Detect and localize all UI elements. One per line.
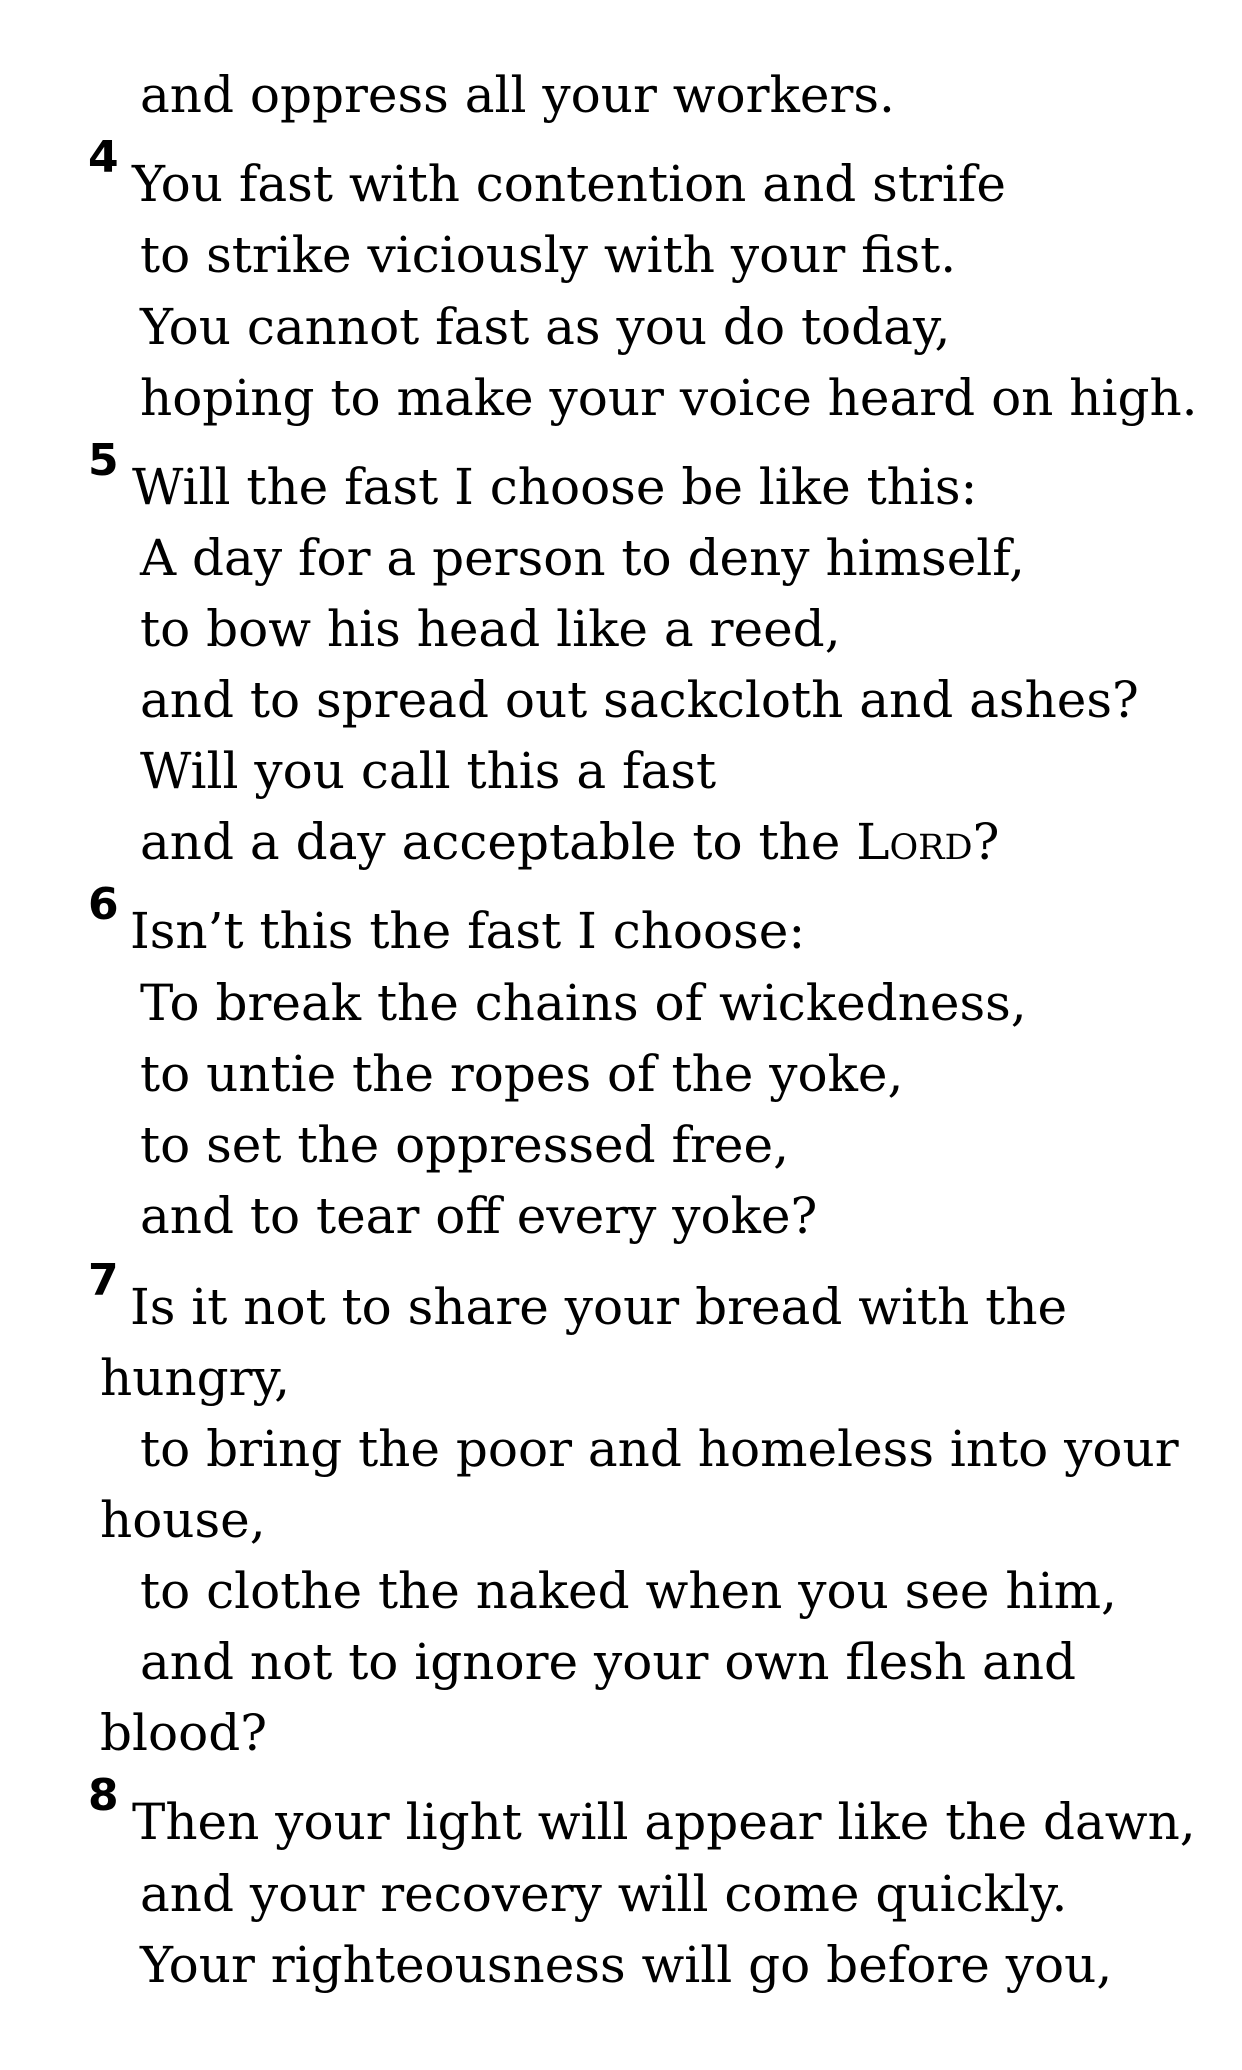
poetry-line (140, 225, 956, 285)
line-text: A day for a person to deny himself, (140, 529, 1025, 587)
poetry-line (140, 973, 1027, 1033)
verse-number: 5 (88, 435, 119, 486)
poetry-line (140, 599, 841, 659)
poetry-line (140, 1419, 1179, 1479)
line-text: and a day acceptable to the (140, 813, 857, 871)
poetry-line (140, 528, 1025, 588)
line-text: to untie the ropes of the yoke, (140, 1045, 904, 1103)
poetry-line (140, 1935, 1112, 1995)
line-text: hoping to make your voice heard on high. (140, 369, 1198, 427)
line-text: and to spread out sackcloth and ashes? (140, 671, 1139, 729)
poetry-line (140, 1115, 789, 1175)
line-text: Isn’t this the fast I choose: (130, 902, 806, 960)
poetry-line (140, 368, 1198, 428)
line-text: house, (100, 1491, 266, 1549)
line-text: Is it not to share your bread with the (130, 1278, 1068, 1336)
line-text: to strike viciously with your fist. (140, 226, 957, 284)
poetry-line (140, 1561, 1117, 1621)
poetry-line (130, 1277, 1067, 1337)
line-text: and not to ignore your own flesh and (140, 1633, 1077, 1691)
line-text: to set the oppressed free, (140, 1116, 789, 1174)
poetry-line (130, 901, 805, 961)
line-text: Then your light will appear like the dawn, (132, 1793, 1196, 1851)
poetry-line (100, 1703, 267, 1763)
line-text: Will you call this a fast (140, 742, 717, 800)
line-text: Your righteousness will go before you, (140, 1936, 1113, 1994)
line-text: You fast with contention and strife (132, 155, 1006, 213)
poetry-line (132, 457, 977, 517)
poetry-line (140, 1186, 817, 1246)
poetry-line (140, 65, 895, 125)
line-text: To break the chains of wickedness, (140, 974, 1027, 1032)
line-text: and to tear off every yoke? (140, 1187, 818, 1245)
line-text: blood? (100, 1704, 268, 1762)
line-text: Will the fast I choose be like this: (132, 458, 978, 516)
verse-number: 4 (88, 132, 119, 183)
line-punctuation: ? (972, 813, 1000, 871)
line-text: and oppress all your workers. (140, 66, 895, 124)
poetry-line (140, 812, 999, 872)
poetry-line (140, 670, 1139, 730)
divine-name-smallcaps: Lord (856, 813, 973, 871)
poetry-line (140, 297, 950, 357)
line-text: and your recovery will come quickly. (140, 1865, 1068, 1923)
verse-number: 6 (88, 879, 119, 930)
poetry-line (100, 1490, 266, 1550)
verse-number: 8 (88, 1770, 119, 1821)
poetry-line (140, 1044, 903, 1104)
line-text: You cannot fast as you do today, (140, 298, 951, 356)
line-text: hungry, (100, 1349, 291, 1407)
poetry-line (140, 1632, 1076, 1692)
poetry-line (132, 154, 1006, 214)
line-text: to clothe the naked when you see him, (140, 1562, 1117, 1620)
poetry-line (140, 1864, 1067, 1924)
line-text: to bow his head like a reed, (140, 600, 841, 658)
verse-number: 7 (88, 1255, 119, 1306)
poetry-line (100, 1348, 290, 1408)
poetry-line (140, 741, 716, 801)
line-text: to bring the poor and homeless into your (140, 1420, 1179, 1478)
poetry-line (132, 1792, 1196, 1852)
